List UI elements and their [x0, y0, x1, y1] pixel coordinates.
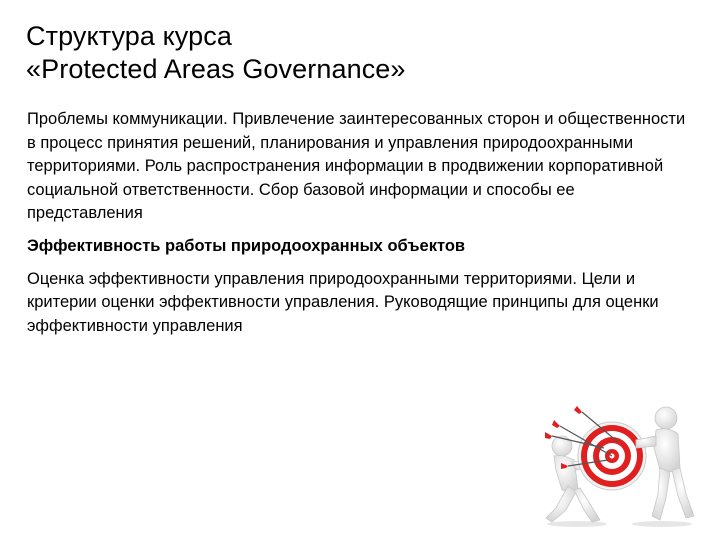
paragraph-communication: Проблемы коммуникации. Привлечение заинтересованных сторон и общественности в процесс принятия решений, планирования и управления природоохранными территориями. Роль распространения информации в продвижении корпоративной социальной ответственности. Сбор базовой информации и способы ее представления: [27, 110, 686, 223]
paragraph-evaluation: Оценка эффективности управления природоохранными территориями. Цели и критерии оценки эффективности управления. Руководящие принципы для оценки эффективности управления: [27, 269, 659, 335]
title-line-2: «Protected Areas Governance»: [26, 54, 406, 84]
slide-title: [26, 20, 686, 86]
figures-carrying-target-icon: [532, 398, 702, 528]
title-line-1: Структура курса: [26, 21, 232, 51]
section-heading-effectiveness: Эффективность работы природоохранных объектов: [27, 236, 466, 255]
slide-body: [27, 108, 687, 347]
